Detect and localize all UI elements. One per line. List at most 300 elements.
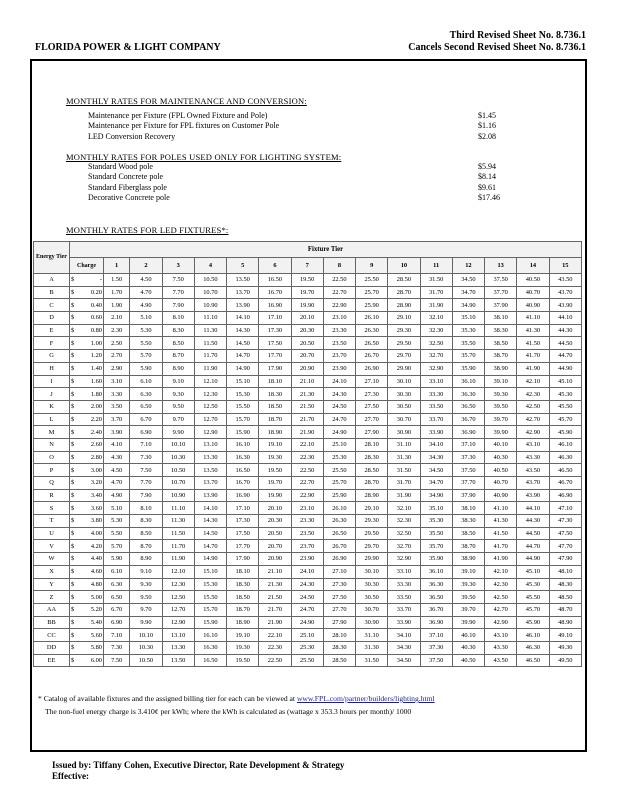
rate-cell: 26.70 — [356, 350, 388, 363]
rate-cell: 16.70 — [259, 286, 291, 299]
rate-cell: 21.50 — [259, 591, 291, 604]
fixture-tier-col-header: 3 — [162, 258, 194, 274]
rate-cell: 41.90 — [517, 362, 549, 375]
rate-cell: 9.30 — [130, 578, 162, 591]
charge-value: 1.40 — [90, 365, 102, 373]
rate-cell: 29.70 — [356, 540, 388, 553]
rate-cell: 43.90 — [549, 299, 581, 312]
rate-cell: 33.50 — [420, 400, 452, 413]
rate-cell: 28.70 — [388, 286, 420, 299]
rate-cell: 21.30 — [291, 388, 323, 401]
dollar-sign: $ — [71, 618, 75, 626]
energy-tier-cell: W — [34, 553, 70, 566]
rate-cell: 42.70 — [517, 413, 549, 426]
rate-cell: 17.50 — [227, 527, 259, 540]
rate-cell: 8.10 — [130, 502, 162, 515]
rate-cell: 38.10 — [452, 502, 484, 515]
rate-cell: 33.10 — [420, 375, 452, 388]
charge-value: 5.80 — [90, 644, 102, 652]
charge-value: 5.00 — [90, 593, 102, 601]
rate-cell: 32.30 — [420, 324, 452, 337]
rate-cell: 42.10 — [485, 565, 517, 578]
table-row — [34, 451, 582, 464]
table-row — [34, 540, 582, 553]
table-row — [34, 286, 582, 299]
rate-cell: 32.50 — [388, 527, 420, 540]
energy-tier-cell: P — [34, 464, 70, 477]
rate-cell: 23.30 — [291, 515, 323, 528]
rate-cell: 2.30 — [104, 324, 130, 337]
rate-cell: 27.50 — [356, 400, 388, 413]
rate-cell: 39.30 — [452, 578, 484, 591]
charge-cell — [70, 578, 104, 591]
rate-cell: 31.50 — [356, 654, 388, 667]
rate-cell: 45.70 — [517, 603, 549, 616]
rate-cell: 22.30 — [291, 451, 323, 464]
rate-cell: 41.70 — [517, 350, 549, 363]
rate-cell: 23.10 — [323, 312, 355, 325]
rate-cell: 15.70 — [227, 413, 259, 426]
rate-cell: 43.50 — [517, 464, 549, 477]
rate-cell: 40.70 — [517, 286, 549, 299]
rate-cell: 32.30 — [388, 515, 420, 528]
rate-cell: 33.30 — [420, 388, 452, 401]
rate-cell: 8.30 — [130, 515, 162, 528]
cancels-sheet: Cancels Second Revised Sheet No. 8.736.1 — [408, 42, 586, 53]
table-row — [34, 464, 582, 477]
rate-cell: 11.50 — [194, 337, 226, 350]
rate-cell: 19.10 — [259, 438, 291, 451]
charge-value: 0.60 — [90, 314, 102, 322]
rate-cell: 18.10 — [227, 565, 259, 578]
charge-cell — [70, 388, 104, 401]
dollar-sign: $ — [71, 504, 75, 512]
rate-cell: 32.50 — [420, 337, 452, 350]
rate-cell: 18.70 — [227, 603, 259, 616]
table-row — [34, 629, 582, 642]
rate-cell: 18.50 — [227, 591, 259, 604]
rate-cell: 40.50 — [452, 654, 484, 667]
maintenance-label: LED Conversion Recovery — [88, 131, 176, 141]
dollar-sign: $ — [71, 492, 75, 500]
rate-cell: 46.50 — [549, 464, 581, 477]
rate-cell: 4.70 — [104, 477, 130, 490]
rate-cell: 7.70 — [162, 286, 194, 299]
led-rates-table — [33, 241, 582, 667]
rate-cell: 7.90 — [162, 299, 194, 312]
rate-cell: 21.10 — [291, 375, 323, 388]
rate-cell: 13.30 — [194, 451, 226, 464]
energy-tier-cell: L — [34, 413, 70, 426]
rate-cell: 29.10 — [388, 312, 420, 325]
rate-cell: 14.50 — [227, 337, 259, 350]
rate-cell: 6.50 — [130, 400, 162, 413]
rate-cell: 28.50 — [323, 654, 355, 667]
rate-cell: 17.90 — [259, 362, 291, 375]
rate-cell: 1.90 — [104, 299, 130, 312]
rate-cell: 38.10 — [485, 312, 517, 325]
rate-cell: 5.10 — [130, 312, 162, 325]
rate-cell: 7.10 — [130, 438, 162, 451]
rate-cell: 29.10 — [356, 502, 388, 515]
rate-cell: 36.70 — [420, 603, 452, 616]
rate-cell: 20.30 — [291, 324, 323, 337]
rate-cell: 17.30 — [259, 324, 291, 337]
rate-cell: 6.30 — [104, 578, 130, 591]
rate-cell: 37.50 — [420, 654, 452, 667]
maintenance-label: Maintenance per Fixture (FPL Owned Fixture and Pole) — [88, 111, 268, 120]
rate-cell: 42.50 — [485, 591, 517, 604]
rate-cell: 26.50 — [323, 527, 355, 540]
energy-tier-cell: N — [34, 438, 70, 451]
rate-cell: 27.10 — [356, 375, 388, 388]
charge-value: - — [99, 276, 102, 284]
table-row — [34, 641, 582, 654]
rate-cell: 21.30 — [259, 578, 291, 591]
rate-cell: 11.30 — [162, 515, 194, 528]
rate-cell: 3.70 — [104, 413, 130, 426]
rate-cell: 34.10 — [420, 438, 452, 451]
effective-date: Effective: — [52, 771, 89, 781]
dollar-sign: $ — [71, 314, 75, 322]
dollar-sign: $ — [71, 606, 75, 614]
dollar-sign: $ — [71, 555, 75, 563]
rate-cell: 36.90 — [452, 426, 484, 439]
rate-cell: 25.90 — [356, 299, 388, 312]
rate-cell: 23.10 — [291, 502, 323, 515]
rate-cell: 34.30 — [388, 641, 420, 654]
table-row — [34, 654, 582, 667]
rate-cell: 28.90 — [388, 299, 420, 312]
rate-cell: 24.10 — [291, 565, 323, 578]
rate-cell: 44.10 — [549, 312, 581, 325]
rate-cell: 28.30 — [323, 641, 355, 654]
rate-cell: 14.50 — [194, 527, 226, 540]
rate-cell: 30.90 — [356, 616, 388, 629]
rate-cell: 38.30 — [452, 515, 484, 528]
table-row — [34, 375, 582, 388]
rate-cell: 5.50 — [104, 527, 130, 540]
rate-cell: 7.50 — [104, 654, 130, 667]
table-row — [34, 274, 582, 287]
column-header-row — [34, 258, 582, 274]
rate-cell: 7.70 — [130, 477, 162, 490]
rate-cell: 41.90 — [485, 553, 517, 566]
energy-tier-cell: G — [34, 350, 70, 363]
table-row — [34, 515, 582, 528]
energy-tier-cell: D — [34, 312, 70, 325]
rate-cell: 15.90 — [194, 616, 226, 629]
rate-cell: 10.10 — [162, 438, 194, 451]
rate-cell: 32.10 — [420, 312, 452, 325]
pole-label: Standard Fiberglass pole — [88, 182, 167, 192]
rate-cell: 30.30 — [356, 578, 388, 591]
rate-cell: 40.50 — [485, 464, 517, 477]
rate-cell: 45.10 — [549, 375, 581, 388]
rate-cell: 5.50 — [130, 337, 162, 350]
maintenance-label: Maintenance per Fixture for FPL fixtures on Customer Pole — [88, 121, 280, 131]
rate-cell: 19.30 — [259, 451, 291, 464]
rate-cell: 32.90 — [420, 362, 452, 375]
rate-cell: 27.90 — [356, 426, 388, 439]
rate-cell: 38.30 — [485, 324, 517, 337]
rate-cell: 15.70 — [194, 603, 226, 616]
rate-cell: 33.10 — [388, 565, 420, 578]
dollar-sign: $ — [71, 339, 75, 347]
rate-cell: 45.90 — [517, 616, 549, 629]
rate-cell: 38.50 — [452, 527, 484, 540]
maintenance-value: $2.08 — [478, 131, 496, 141]
charge-value: 5.20 — [90, 606, 102, 614]
rate-cell: 10.50 — [130, 654, 162, 667]
rate-cell: 22.50 — [323, 274, 355, 287]
rate-cell: 18.30 — [227, 578, 259, 591]
rate-cell: 10.30 — [130, 641, 162, 654]
dollar-sign: $ — [71, 403, 75, 411]
rate-cell: 11.90 — [194, 362, 226, 375]
rate-cell: 44.10 — [517, 502, 549, 515]
charge-cell — [70, 375, 104, 388]
fixture-tier-col-header: 10 — [388, 258, 420, 274]
rate-cell: 8.70 — [130, 540, 162, 553]
charge-cell — [70, 400, 104, 413]
charge-value: 1.60 — [90, 377, 102, 385]
rate-cell: 35.70 — [452, 350, 484, 363]
rate-cell: 21.50 — [291, 400, 323, 413]
rate-cell: 27.90 — [323, 616, 355, 629]
rate-cell: 18.10 — [259, 375, 291, 388]
rate-cell: 9.30 — [162, 388, 194, 401]
rate-cell: 4.90 — [104, 489, 130, 502]
rate-cell: 19.90 — [259, 489, 291, 502]
rate-cell: 31.50 — [420, 274, 452, 287]
dollar-sign: $ — [71, 530, 75, 538]
rate-cell: 15.30 — [227, 388, 259, 401]
rate-cell: 41.70 — [485, 540, 517, 553]
rate-cell: 21.10 — [259, 565, 291, 578]
rate-cell: 31.90 — [388, 489, 420, 502]
rate-cell: 29.50 — [388, 337, 420, 350]
rate-cell: 1.50 — [104, 274, 130, 287]
rate-cell: 12.70 — [162, 603, 194, 616]
rate-cell: 27.70 — [356, 413, 388, 426]
rate-cell: 29.90 — [356, 553, 388, 566]
charge-cell — [70, 438, 104, 451]
charge-value: 4.00 — [90, 530, 102, 538]
rate-cell: 39.30 — [485, 388, 517, 401]
rate-cell: 27.50 — [323, 591, 355, 604]
rate-cell: 35.50 — [420, 527, 452, 540]
rate-cell: 23.70 — [323, 350, 355, 363]
rate-cell: 22.70 — [323, 286, 355, 299]
rate-cell: 19.50 — [259, 464, 291, 477]
table-row — [34, 312, 582, 325]
rate-cell: 13.90 — [194, 489, 226, 502]
rate-cell: 10.90 — [162, 489, 194, 502]
rate-cell: 27.10 — [323, 565, 355, 578]
rate-cell: 12.50 — [194, 400, 226, 413]
rate-cell: 20.30 — [259, 515, 291, 528]
rate-cell: 31.70 — [420, 286, 452, 299]
rate-cell: 19.30 — [227, 641, 259, 654]
rate-cell: 46.70 — [549, 477, 581, 490]
rate-cell: 3.90 — [104, 426, 130, 439]
rate-cell: 37.70 — [485, 286, 517, 299]
charge-value: 3.20 — [90, 479, 102, 487]
rate-cell: 34.90 — [420, 489, 452, 502]
rate-cell: 35.30 — [452, 324, 484, 337]
fixture-tier-col-header: 8 — [323, 258, 355, 274]
rate-cell: 37.50 — [485, 274, 517, 287]
fpl-catalog-link[interactable]: www.FPL.com/partner/builders/lighting.html — [296, 694, 435, 703]
rate-cell: 38.50 — [485, 337, 517, 350]
pole-row — [88, 183, 508, 193]
rate-cell: 20.70 — [259, 540, 291, 553]
rate-cell: 12.10 — [194, 375, 226, 388]
rate-cell: 16.90 — [227, 489, 259, 502]
dollar-sign: $ — [71, 644, 75, 652]
rate-cell: 26.90 — [356, 362, 388, 375]
charge-value: 4.60 — [90, 568, 102, 576]
table-row — [34, 337, 582, 350]
rate-cell: 21.90 — [291, 426, 323, 439]
rate-cell: 42.90 — [517, 426, 549, 439]
rate-cell: 25.10 — [291, 629, 323, 642]
rate-cell: 13.10 — [162, 629, 194, 642]
rate-cell: 12.10 — [162, 565, 194, 578]
dollar-sign: $ — [71, 327, 75, 335]
charge-cell — [70, 565, 104, 578]
rate-cell: 23.90 — [291, 553, 323, 566]
charge-cell — [70, 337, 104, 350]
energy-tier-cell: Q — [34, 477, 70, 490]
rate-cell: 29.30 — [356, 515, 388, 528]
rate-cell: 27.30 — [323, 578, 355, 591]
charge-value: 2.60 — [90, 441, 102, 449]
charge-value: 0.80 — [90, 327, 102, 335]
sheet-header — [408, 30, 586, 54]
rate-cell: 6.30 — [130, 388, 162, 401]
rate-cell: 22.90 — [323, 299, 355, 312]
rate-cell: 25.50 — [323, 464, 355, 477]
rate-cell: 20.10 — [291, 312, 323, 325]
rate-cell: 37.30 — [420, 641, 452, 654]
rate-cell: 37.30 — [452, 451, 484, 464]
rate-cell: 23.50 — [323, 337, 355, 350]
rate-cell: 40.90 — [517, 299, 549, 312]
rate-cell: 45.30 — [517, 578, 549, 591]
rate-cell: 9.50 — [162, 400, 194, 413]
dollar-sign: $ — [71, 542, 75, 550]
charge-value: 2.40 — [90, 428, 102, 436]
rate-cell: 28.10 — [356, 438, 388, 451]
rate-cell: 43.50 — [549, 274, 581, 287]
rate-cell: 4.70 — [130, 286, 162, 299]
rate-cell: 24.70 — [323, 413, 355, 426]
rate-cell: 10.50 — [162, 464, 194, 477]
led-rates-body — [34, 274, 582, 667]
rate-cell: 31.30 — [356, 641, 388, 654]
rate-cell: 11.70 — [162, 540, 194, 553]
energy-tier-cell: T — [34, 515, 70, 528]
issued-by: Issued by: Tiffany Cohen, Executive Director, Rate Development & Strategy — [52, 760, 345, 770]
rate-cell: 38.70 — [452, 540, 484, 553]
rate-cell: 16.50 — [259, 274, 291, 287]
rate-cell: 36.30 — [452, 388, 484, 401]
rate-cell: 15.50 — [227, 400, 259, 413]
rate-cell: 30.70 — [388, 413, 420, 426]
rate-cell: 14.90 — [227, 362, 259, 375]
rate-cell: 40.10 — [452, 629, 484, 642]
table-row — [34, 565, 582, 578]
rate-cell: 5.10 — [104, 502, 130, 515]
charge-cell — [70, 299, 104, 312]
table-row — [34, 553, 582, 566]
rate-cell: 9.90 — [130, 616, 162, 629]
rate-cell: 31.90 — [420, 299, 452, 312]
rate-cell: 26.30 — [323, 515, 355, 528]
rate-cell: 36.30 — [420, 578, 452, 591]
rate-cell: 33.90 — [420, 426, 452, 439]
charge-cell — [70, 489, 104, 502]
fixture-tier-col-header: 12 — [452, 258, 484, 274]
rate-cell: 6.10 — [130, 375, 162, 388]
rate-cell: 3.10 — [104, 375, 130, 388]
rate-cell: 4.50 — [130, 274, 162, 287]
charge-cell — [70, 464, 104, 477]
rate-cell: 45.70 — [549, 413, 581, 426]
rate-cell: 43.70 — [517, 477, 549, 490]
dollar-sign: $ — [71, 301, 75, 309]
rate-cell: 9.10 — [162, 375, 194, 388]
rate-cell: 47.70 — [549, 540, 581, 553]
charge-value: 4.20 — [90, 542, 102, 550]
rate-cell: 12.30 — [194, 388, 226, 401]
rate-cell: 34.50 — [420, 464, 452, 477]
rate-cell: 26.10 — [356, 312, 388, 325]
rate-cell: 48.10 — [549, 565, 581, 578]
rate-cell: 15.10 — [227, 375, 259, 388]
dollar-sign: $ — [71, 428, 75, 436]
rate-cell: 34.70 — [452, 286, 484, 299]
catalog-footnote — [38, 694, 435, 703]
rate-cell: 22.50 — [291, 464, 323, 477]
energy-tier-cell: R — [34, 489, 70, 502]
rate-cell: 37.90 — [452, 489, 484, 502]
table-row — [34, 578, 582, 591]
rate-cell: 41.30 — [517, 324, 549, 337]
dollar-sign: $ — [71, 631, 75, 639]
maintenance-row — [88, 121, 508, 131]
rate-cell: 14.30 — [227, 324, 259, 337]
energy-tier-cell: Z — [34, 591, 70, 604]
rate-cell: 40.30 — [485, 451, 517, 464]
pole-row — [88, 193, 508, 203]
rate-cell: 11.50 — [162, 527, 194, 540]
rate-cell: 20.10 — [259, 502, 291, 515]
charge-cell — [70, 286, 104, 299]
rate-cell: 44.50 — [549, 337, 581, 350]
rate-cell: 46.90 — [549, 489, 581, 502]
rate-cell: 29.50 — [356, 527, 388, 540]
rate-cell: 10.70 — [162, 477, 194, 490]
table-row — [34, 324, 582, 337]
rate-cell: 29.30 — [388, 324, 420, 337]
rate-cell: 44.90 — [517, 553, 549, 566]
charge-cell — [70, 426, 104, 439]
rate-cell: 39.50 — [485, 400, 517, 413]
rate-cell: 7.10 — [104, 629, 130, 642]
